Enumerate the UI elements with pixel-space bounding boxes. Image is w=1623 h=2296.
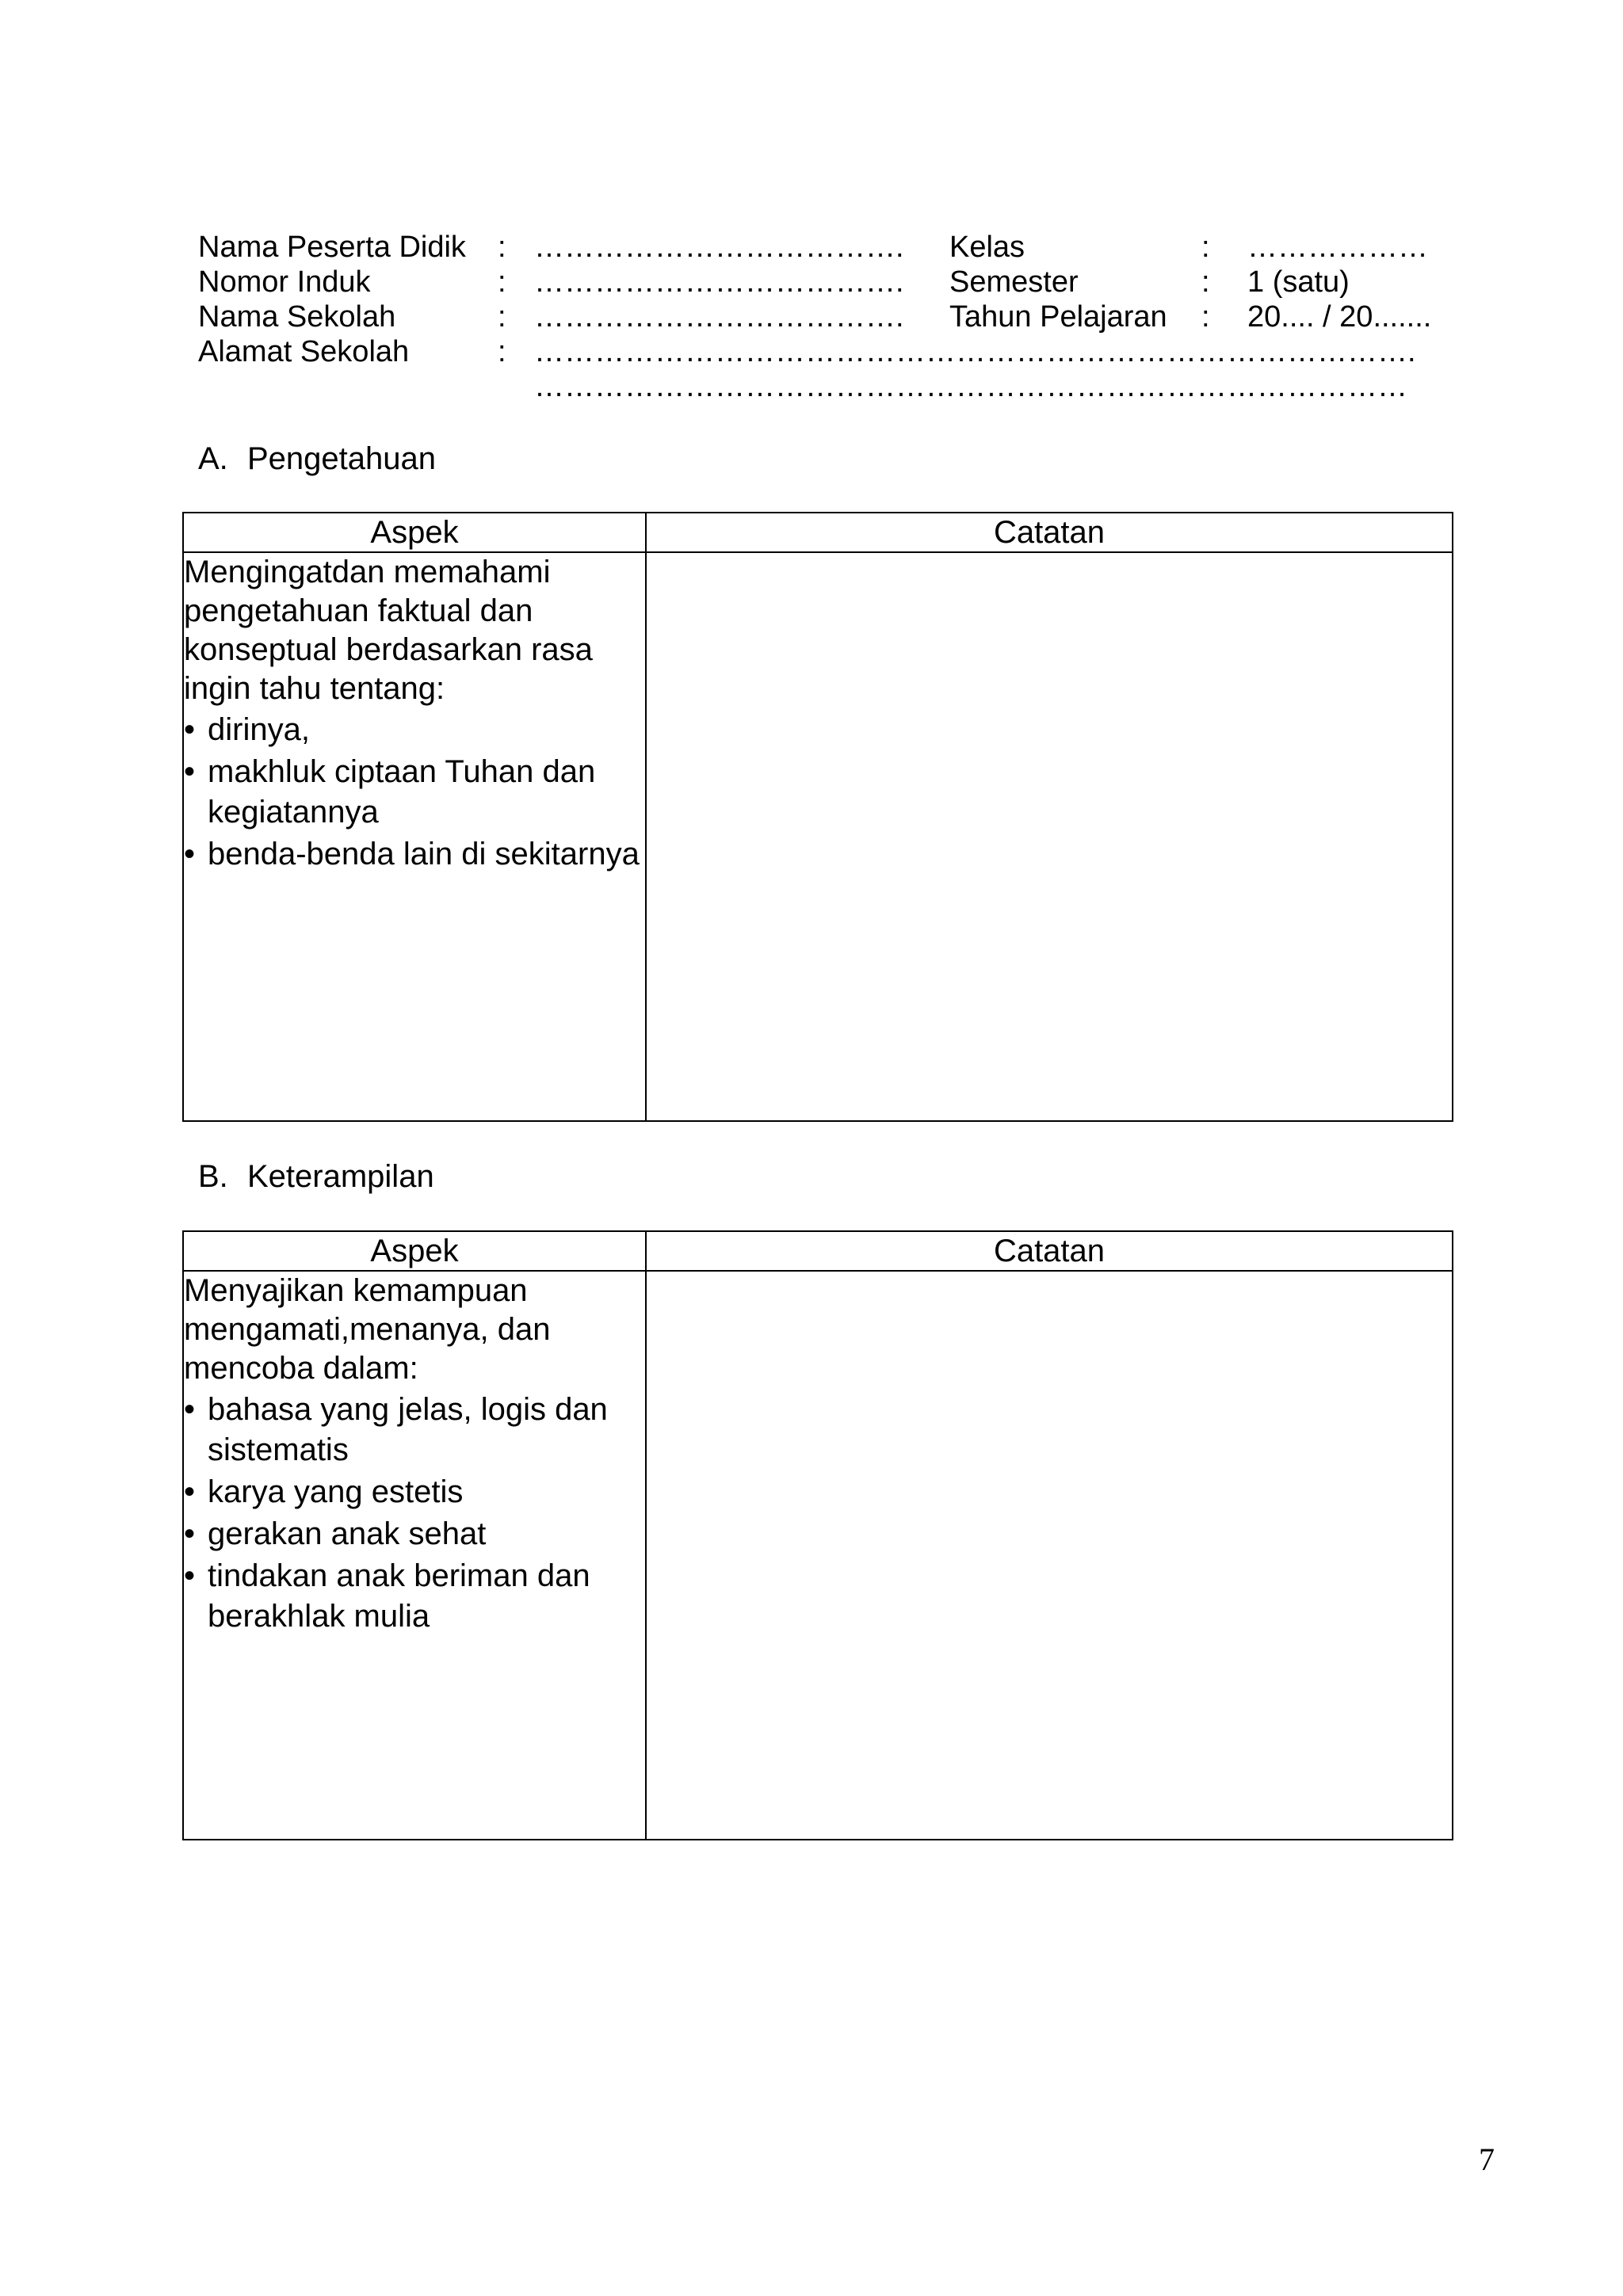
aspect-description: Mengingatdan memahami pengetahuan faktual dan konseptual berdasarkan rasa ingin tahu tentang: <box>184 555 593 706</box>
identity-value-blank: …………………………………………………………………………… <box>534 370 1407 403</box>
identity-label: Kelas <box>949 231 1025 264</box>
aspect-description: Menyajikan kemampuan mengamati,menanya, dan mencoba dalam: <box>184 1273 551 1386</box>
section-letter: B. <box>198 1159 228 1194</box>
identity-colon: : <box>498 300 506 334</box>
identity-value-blank: ………………………………. <box>534 231 904 264</box>
identity-label: Alamat Sekolah <box>198 335 410 368</box>
identity-colon: : <box>498 231 506 264</box>
identity-value-blank: ……………… <box>1247 231 1428 264</box>
list-item: • tindakan anak beriman dan berakhlak mulia <box>184 1556 645 1637</box>
identity-colon: : <box>498 265 506 299</box>
column-header-catatan: Catatan <box>646 513 1453 552</box>
list-item: • bahasa yang jelas, logis dan sistematis <box>184 1390 645 1470</box>
table-header-row <box>183 513 1453 552</box>
identity-row-alamat-continuation <box>198 369 1450 404</box>
identity-label: Nama Peserta Didik <box>198 231 466 264</box>
table-header-row <box>183 1231 1453 1271</box>
identity-value-blank: ……………………………………………………………………………. <box>534 335 1416 368</box>
section-title: Keterampilan <box>247 1159 434 1194</box>
identity-row-nama-peserta-didik <box>198 230 1450 265</box>
identity-value-blank: ………………………………. <box>534 300 904 334</box>
list-item: • gerakan anak sehat <box>184 1514 645 1554</box>
section-title: Pengetahuan <box>247 441 437 476</box>
section-letter: A. <box>198 441 228 476</box>
identity-row-nomor-induk <box>198 265 1450 299</box>
identity-value-blank: ………………………………. <box>534 265 904 299</box>
list-item: • dirinya, <box>184 710 645 750</box>
section-heading-keterampilan <box>198 1158 434 1196</box>
column-header-aspek: Aspek <box>183 513 646 552</box>
identity-colon: : <box>1201 265 1210 299</box>
identity-value: 1 (satu) <box>1247 265 1350 299</box>
catatan-cell <box>646 552 1453 1121</box>
pengetahuan-table <box>182 512 1453 1122</box>
table-row <box>183 552 1453 1121</box>
identity-label: Nama Sekolah <box>198 300 396 334</box>
student-identity-block <box>198 230 1450 404</box>
list-item: • makhluk ciptaan Tuhan dan kegiatannya <box>184 752 645 833</box>
column-header-catatan: Catatan <box>646 1231 1453 1271</box>
identity-row-nama-sekolah <box>198 299 1450 334</box>
aspect-cell <box>183 552 646 1121</box>
identity-colon: : <box>1201 300 1210 334</box>
keterampilan-table <box>182 1230 1453 1840</box>
aspect-cell <box>183 1271 646 1840</box>
list-item: • benda-benda lain di sekitarnya <box>184 834 645 875</box>
identity-row-alamat-sekolah <box>198 334 1450 369</box>
identity-colon: : <box>1201 231 1210 264</box>
list-item: • karya yang estetis <box>184 1472 645 1512</box>
identity-colon: : <box>498 335 506 368</box>
identity-value-blank: 20.... / 20....... <box>1247 300 1432 334</box>
column-header-aspek: Aspek <box>183 1231 646 1271</box>
section-heading-pengetahuan <box>198 440 436 478</box>
identity-label: Semester <box>949 265 1079 299</box>
catatan-cell <box>646 1271 1453 1840</box>
table-row <box>183 1271 1453 1840</box>
page-number: 7 <box>1479 2142 1495 2177</box>
aspect-bullet-list <box>184 710 645 875</box>
identity-label: Tahun Pelajaran <box>949 300 1167 334</box>
aspect-bullet-list <box>184 1390 645 1637</box>
identity-label: Nomor Induk <box>198 265 371 299</box>
